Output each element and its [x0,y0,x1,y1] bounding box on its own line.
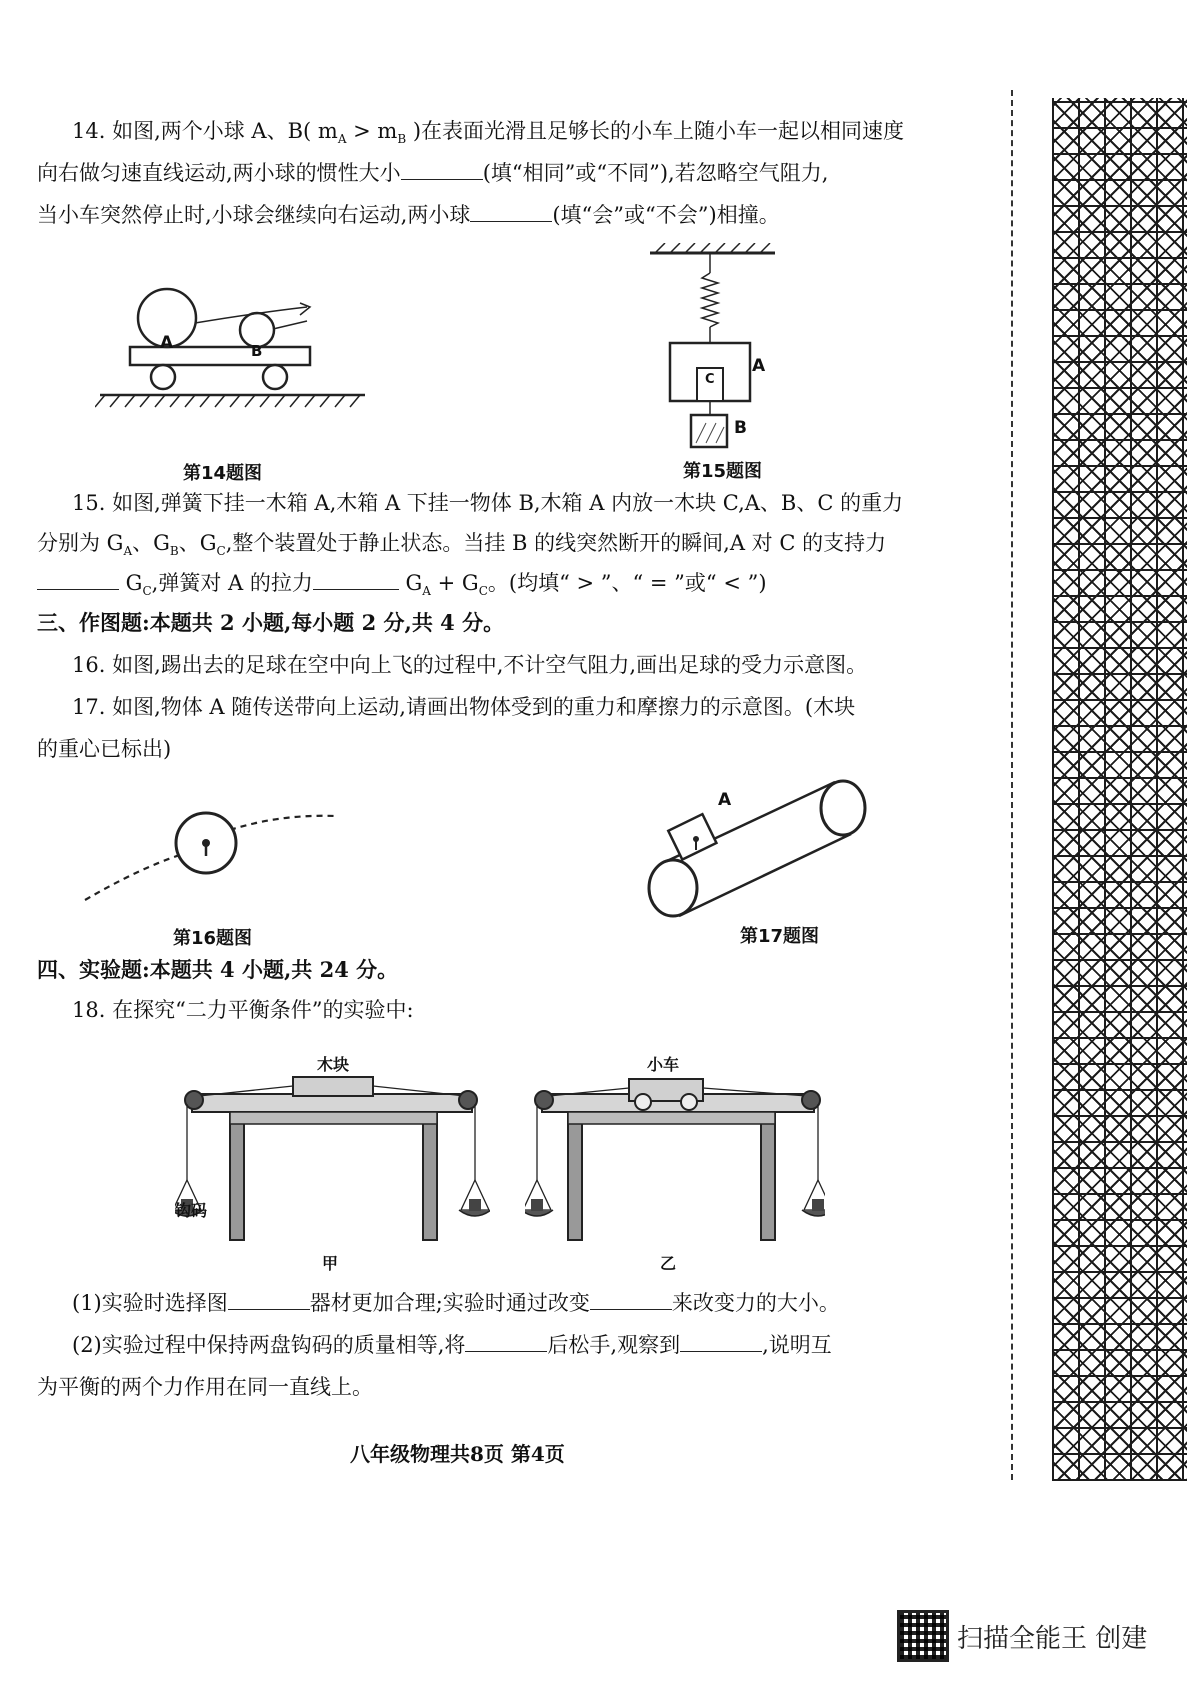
q18-part1: (1)实验时选择图 器材更加合理;实验时通过改变 来改变力的大小。 [72,1291,840,1315]
q15-blank-tension[interactable] [313,569,399,590]
q15-line1: 15. 如图,弹簧下挂一木箱 A,木箱 A 下挂一物体 B,木箱 A 内放一木块 C,A、B、C 的重力 [72,491,904,515]
q14-line2: 向右做匀速直线运动,两小球的惯性大小 (填“相同”或“不同”),若忽略空气阻力, [37,161,829,185]
section3-heading: 三、作图题:本题共 2 小题,每小题 2 分,共 4 分。 [37,610,505,635]
q16-text: 16. 如图,踢出去的足球在空中向上飞的过程中,不计空气阻力,画出足球的受力示意图。 [72,653,868,677]
margin-pattern [1052,98,1187,1481]
fig16-caption: 第16题图 [173,928,253,949]
fig18-weight-label: 钩码 [175,1201,208,1220]
scanner-watermark-text: 扫描全能王 创建 [957,1623,1148,1654]
q18-part2: (2)实验过程中保持两盘钩码的质量相等,将 后松手,观察到 ,说明互 [72,1333,832,1357]
binding-dashed-line [1011,90,1013,1480]
fig15-box-a-label: A [752,356,766,376]
fig15-caption: 第15题图 [683,461,763,482]
q15-line3: $G_C$,弹簧对 A 的拉力 $G_A + G_C$。(均填“ > ”、“ = ”或“ < ”) [37,568,767,606]
fig17-conveyor-diagram [645,775,870,920]
fig15-block-c-label: C [705,372,715,387]
q14-line1: 14. 如图,两个小球 A、B( $m_A > m_B$ )在表面光滑且足够长的小车上随小车一起以相同速度 [72,119,905,147]
fig14-cart-diagram [95,285,375,425]
fig16-football-diagram [80,800,340,910]
fig18-jia-table-diagram [175,1070,490,1245]
page-footer: 八年级物理共8页 第4页 [350,1442,565,1466]
fig15-box-b-label: B [734,418,747,438]
q18-part2-cont: 为平衡的两个力作用在同一直线上。 [37,1375,373,1399]
q18-intro: 18. 在探究“二力平衡条件”的实验中: [72,998,414,1022]
q18-blank-change[interactable] [590,1289,672,1310]
q18-blank-figure[interactable] [228,1289,310,1310]
scanner-watermark [897,1610,1147,1662]
q17-line1: 17. 如图,物体 A 随传送带向上运动,请画出物体受到的重力和摩擦力的示意图。(木块 [72,695,856,719]
fig18-yi-label: 乙 [660,1254,677,1273]
q14-blank-collide[interactable] [470,201,552,222]
q18-blank-observe[interactable] [680,1331,762,1352]
fig18-yi-table-diagram [525,1070,825,1245]
fig18-block-label: 木块 [317,1055,350,1074]
q15-line2: 分别为 $G_A$、$G_B$、$G_C$,整个装置处于静止状态。当挂 B 的线突然断开的瞬间,A 对 C 的支持力 [37,531,887,559]
fig17-caption: 第17题图 [740,926,820,947]
fig17-block-a-label: A [718,790,732,810]
q14-blank-inertia[interactable] [401,159,483,180]
fig14-caption: 第14题图 [183,463,263,484]
fig18-jia-label: 甲 [322,1254,339,1273]
q18-blank-action[interactable] [465,1331,547,1352]
fig14-ball-a-label: A [160,333,174,353]
fig15-spring-diagram [640,243,780,453]
section4-heading: 四、实验题:本题共 4 小题,共 24 分。 [37,957,399,982]
q14-line3: 当小车突然停止时,小球会继续向右运动,两小球 (填“会”或“不会”)相撞。 [37,203,780,227]
qr-code-icon [897,1610,949,1662]
q15-blank-support[interactable] [37,569,119,590]
fig14-ball-b-label: B [251,342,263,360]
fig18-cart-label: 小车 [647,1055,680,1074]
q17-line2: 的重心已标出) [37,737,172,761]
